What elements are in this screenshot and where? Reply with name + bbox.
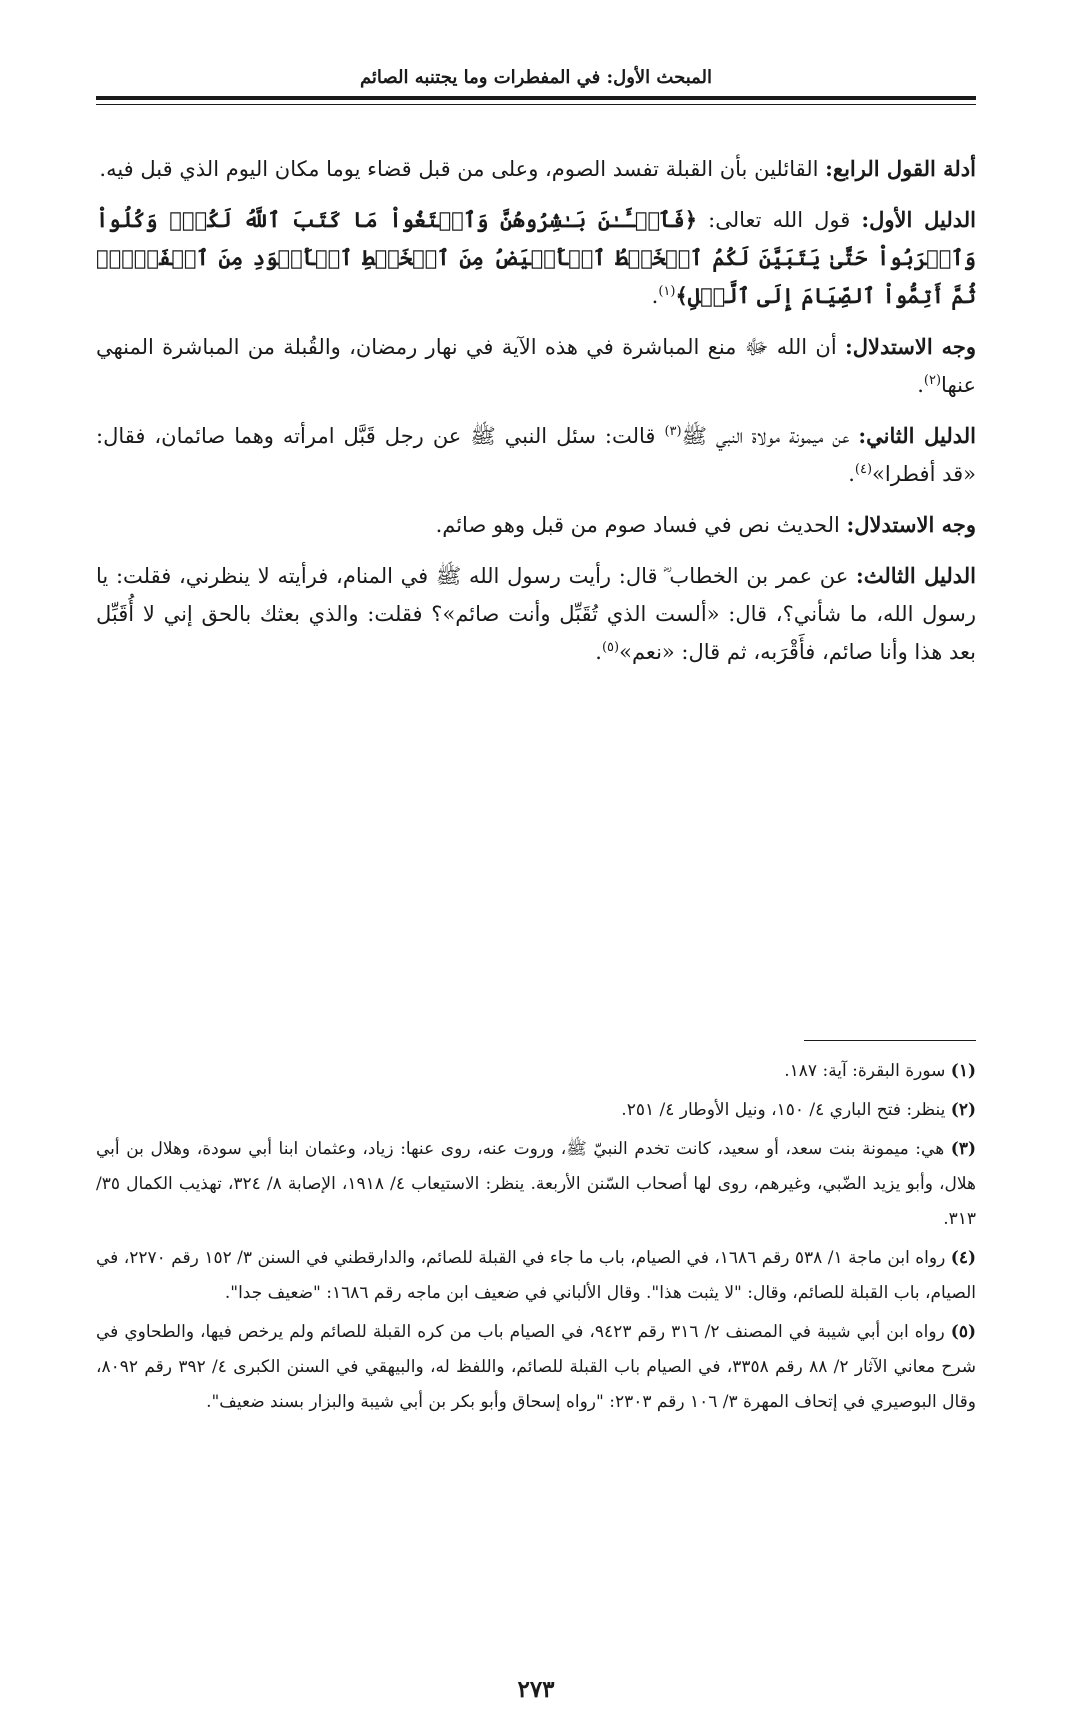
paragraph-label: أدلة القول الرابع:: [825, 156, 976, 181]
paragraph-label: وجه الاستدلال:: [846, 512, 976, 537]
header-rule-thin: [96, 104, 976, 105]
footnote-text: ينظر: فتح الباري ٤/ ١٥٠، ونيل الأوطار ٤/ ٢٥١.: [621, 1100, 946, 1120]
footnote-text: رواه ابن أبي شيبة في المصنف ٢/ ٣١٦ رقم ٩٤٢٣، في الصيام باب من كره القبلة للصائم ولم يرخص فيها، والطحاوي في شرح معاني الآثار ٢/ ٨٨ رقم ٣٣٥٨، في الصيام باب القبلة للصائم، واللفظ له، والبيهقي في السنن الكبرى ٤/ ٣٩٢ رقم ٨٠٩٢، وقال البوصيري في إتحاف المهرة ٣/ ١٠٦ رقم ٢٣٠٣: "رواه إسحاق وأبو بكر بن أبي شيبة والبزار بسند ضعيف".: [96, 1322, 976, 1412]
paragraph-second-evidence: [96, 417, 976, 493]
paragraph-label: الدليل الثاني:: [858, 423, 976, 448]
running-header: المبحث الأول: في المفطرات وما يجتنبه الصائم: [359, 67, 713, 88]
footnote-text: سورة البقرة: آية: ١٨٧.: [784, 1061, 946, 1081]
paragraph-first-evidence: [96, 201, 976, 315]
footnote-number: (٥): [950, 1322, 977, 1342]
footnote-ref[interactable]: (٤): [854, 462, 873, 477]
paragraph-fourth-opinion: [96, 150, 976, 188]
paragraph-inference-1: [96, 328, 976, 404]
paragraph-text: الحديث نص في فساد صوم من قبل وهو صائم.: [435, 513, 847, 537]
paragraph-text: القائلين بأن القبلة تفسد الصوم، وعلى من قبل قضاء يوما مكان اليوم الذي قبل فيه.: [99, 157, 826, 181]
footnote-2: [96, 1093, 976, 1128]
footnote-number: (١): [950, 1061, 976, 1081]
paragraph-third-evidence: [96, 557, 976, 671]
paragraph-text: أن الله ﷻ منع المباشرة في هذه الآية في نهار رمضان، والقُبلة من المباشرة المنهي عنها: [96, 335, 976, 397]
paragraph-label: الدليل الثالث:: [856, 563, 976, 588]
footnote-text: رواه ابن ماجة ١/ ٥٣٨ رقم ١٦٨٦، في الصيام، باب ما جاء في القبلة للصائم، والدارقطني في السنن ٣/ ١٥٢ رقم ٢٢٧٠، في الصيام، باب القبلة للصائم، وقال: "لا يثبت هذا". وقال الألباني في ضعيف ابن ماجه رقم ١٦٨٦: "ضعيف جدا".: [96, 1248, 976, 1303]
footnote-number: (٤): [950, 1248, 977, 1268]
footnote-number: (٣): [950, 1139, 976, 1159]
footnote-ref[interactable]: (٣): [664, 424, 682, 439]
footnote-ref[interactable]: (١): [658, 284, 676, 299]
footnote-3: [96, 1132, 976, 1237]
footnote-ref[interactable]: (٥): [601, 640, 620, 655]
header-rule-thick: [96, 96, 976, 100]
punctuation: .: [651, 284, 659, 308]
footnotes: [96, 1054, 976, 1424]
main-text: [96, 150, 976, 684]
quran-verse: ﴿فَٱلۡـَٔـٰنَ بَـٰشِرُوهُنَّ وَٱبۡتَغُواْ مَا كَتَبَ ٱللَّهُ لَكُمۡۚ وَكُلُواْ وَٱشۡرَبُواْ حَتَّىٰ يَتَبَيَّنَ لَكُمُ ٱلۡخَيۡطُ ٱلۡأَبۡيَضُ مِنَ ٱلۡخَيۡطِ ٱلۡأَسۡوَدِ مِنَ ٱلۡفَجۡرِۖ ثُمَّ أَتِمُّواْ ٱلصِّيَامَ إِلَى ٱلَّيۡلِ﴾: [96, 207, 976, 308]
footnote-ref[interactable]: (٢): [923, 373, 942, 388]
punctuation: .: [848, 462, 855, 486]
paragraph-label: الدليل الأول:: [861, 207, 976, 232]
footnote-separator: [804, 1040, 976, 1041]
punctuation: .: [595, 640, 602, 664]
paragraph-text: قالت: سئل النبي ﷺ عن رجل قَبَّل امرأته وهما صائمان، فقال: «قد أفطرا»: [96, 424, 976, 486]
footnote-4: [96, 1241, 976, 1311]
footnote-text: هي: ميمونة بنت سعد، أو سعيد، كانت تخدم النبيّ ﷺ، وروت عنه، روى عنها: زياد، وعثمان ابنا أبي سودة، وهلال بن أبي هلال، وأبو يزيد الضّبي، وغيرهم، روى لها أصحاب السّنن الأربعة. ينظر: الاستيعاب ٤/ ١٩١٨، الإصابة ٨/ ٣٢٤، تهذيب الكمال ٣٥/ ٣١٣.: [96, 1139, 976, 1229]
footnote-number: (٢): [950, 1100, 976, 1120]
footnote-5: [96, 1315, 976, 1420]
page-number: ٢٧٣: [517, 1676, 555, 1703]
paragraph-label: وجه الاستدلال:: [844, 334, 976, 359]
paragraph-inference-2: [96, 506, 976, 544]
footnote-1: [96, 1054, 976, 1089]
paragraph-text: عن ميمونة مولاة النبي ﷺ: [681, 424, 859, 448]
punctuation: .: [917, 373, 924, 397]
paragraph-text: عن عمر بن الخطاب ؓ قال: رأيت رسول الله ﷺ في المنام، فرأيته لا ينظرني، فقلت: يا رسول الله، ما شأني؟، قال: «ألست الذي تُقَبِّل وأنت صائم»؟ فقلت: والذي بعثك بالحق إني لا أُقَبِّل بعد هذا وأنا صائم، فأَقْرَبه، ثم قال: «نعم»: [96, 564, 976, 664]
paragraph-text: قول الله تعالى:: [697, 208, 862, 232]
